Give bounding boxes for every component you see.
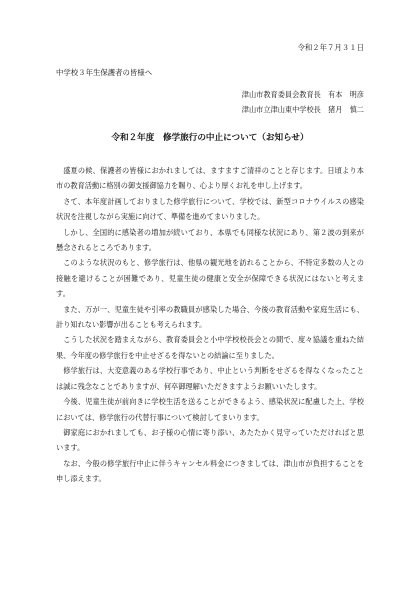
letter-body bbox=[56, 163, 364, 487]
letter-recipient: 中学校３年生保護者の皆様へ bbox=[56, 68, 153, 77]
body-paragraph-apology: 修学旅行は、大変意義のある学校行事であり、中止という判断をせざるを得なくなったことは誠に残念なことでありますが、何卒御理解いただきますようお願いいたします。 bbox=[56, 366, 364, 391]
sender-board-of-education: 津山市教育委員会教育長 有本 明彦 bbox=[241, 90, 364, 99]
body-paragraph-decision: こうした状況を踏まえながら、教育委員会と小中学校校長会との間で、度々協議を重ねた結果、今年度の修学旅行を中止せざるを得ないとの結論に至りました。 bbox=[56, 335, 364, 360]
body-paragraph-impact: また、万が一、児童生徒や引率の教職員が感染した場合、今後の教育活動や家庭生活にも、計り知れない影響が出ることも考えられます。 bbox=[56, 304, 364, 330]
body-paragraph-risk: このような状況のもと、修学旅行は、他県の観光地を訪れることから、不特定多数の人との接触を避けることが困難であり、児童生徒の健康と安全が保障できる状況にはないと考えます。 bbox=[56, 258, 364, 299]
body-paragraph-cancellation-fee: なお、今般の修学旅行中止に伴うキャンセル料金につきましては、津山市が負担することを申し添えます。 bbox=[56, 458, 364, 484]
letter-title: 令和２年度 修学旅行の中止について（お知らせ） bbox=[111, 133, 309, 143]
body-paragraph-family: 御家庭におかれましても、お子様の心情に寄り添い、あたたかく見守っていただければと思います。 bbox=[56, 427, 364, 453]
body-paragraph-greeting: 盛夏の候、保護者の皆様におかれましては、ますますご清祥のことと存じます。日頃より本市の教育活動に格別の御支援御協力を賜り、心より厚くお礼を申し上げます。 bbox=[56, 166, 364, 191]
body-paragraph-preparation: さて、本年度計画しておりました修学旅行について、学校では、新型コロナウイルスの感染状況を注視しながら実施に向けて、準備を進めてまいりました。 bbox=[56, 196, 364, 222]
sender-school-principal: 津山市立津山東中学校長 猪月 慎二 bbox=[241, 105, 364, 114]
body-paragraph-alternative: 今後、児童生徒が前向きに学校生活を送ることができるよう、感染状況に配慮した上、学校においては、修学旅行の代替行事について検討してまいります。 bbox=[56, 397, 364, 422]
letter-senders bbox=[242, 87, 364, 117]
body-paragraph-situation: しかし、全国的に感染者の増加が続いており、本県でも同様な状況にあり、第２波の到来が懸念されるところであります。 bbox=[56, 227, 364, 253]
letter-date: 令和２年７月３１日 bbox=[297, 43, 364, 52]
